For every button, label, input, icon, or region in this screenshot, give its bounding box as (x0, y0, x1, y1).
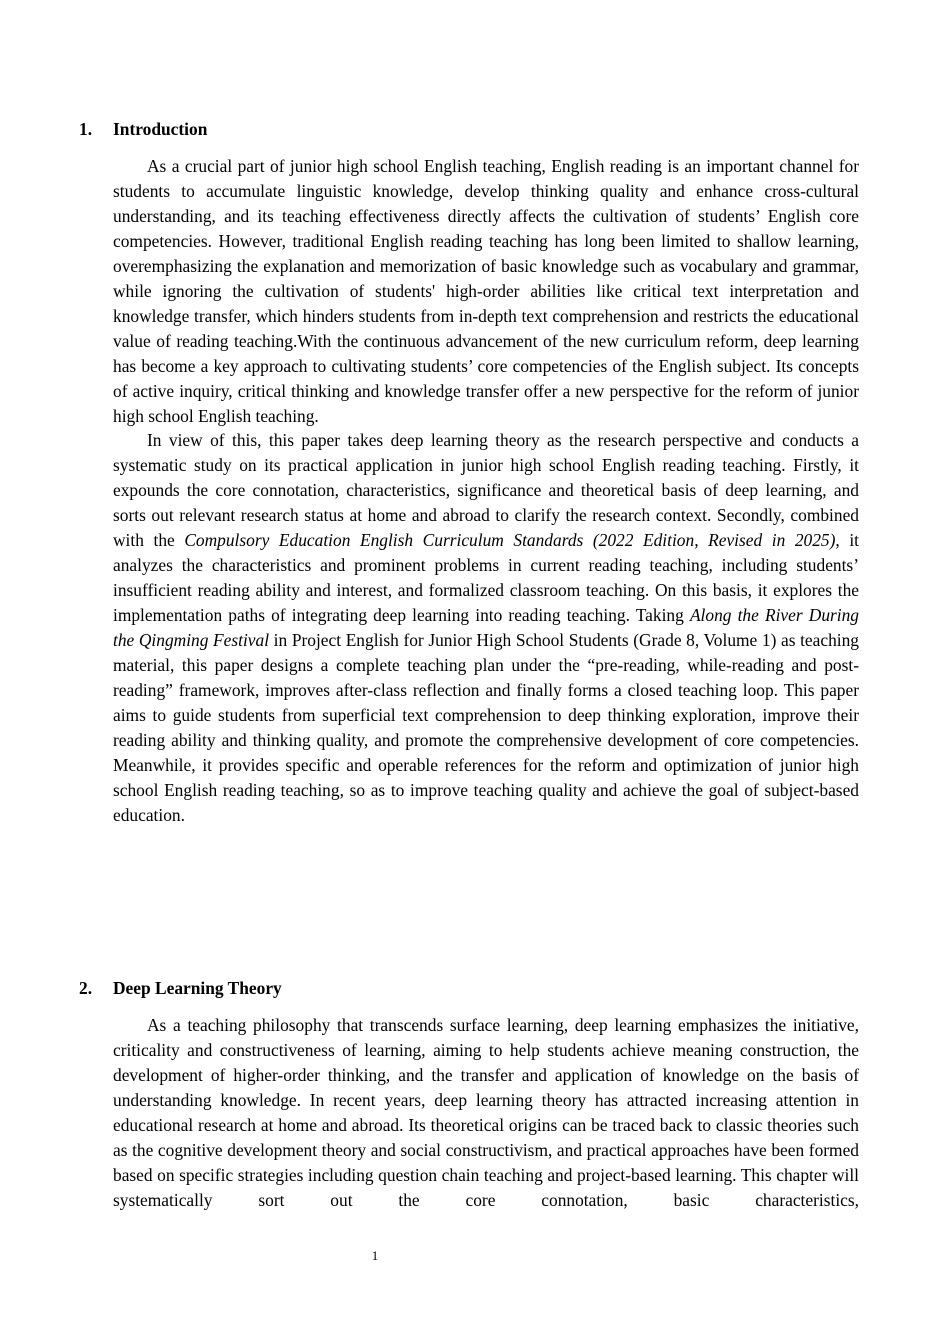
text-run: , it analyzes the characteristics and prominent problems in current reading teaching, including students’ insufficient reading ability and interest, and formalized classroom teaching. On this basis, it explores the implementation paths of integrating deep learning into reading teaching. Taking (113, 530, 860, 626)
text-run: As a crucial part of junior high school English teaching, English reading is an important channel for students to accumulate linguistic knowledge, develop thinking quality and enhance cross-cultural understanding, and its teaching effectiveness directly affects the cultivation of students’ English core competencies. However, traditional English reading teaching has long been limited to shallow learning, overemphasizing the explanation and memorization of basic knowledge such as vocabulary and grammar, while ignoring the cultivation of students' high-order abilities like critical text interpretation and knowledge transfer, which hinders students from in-depth text comprehension and restricts the educational value of reading teaching.With the continuous advancement of the new curriculum reform, deep learning has become a key approach to cultivating students’ core competencies of the English subject. Its concepts of active inquiry, critical thinking and knowledge transfer offer a new perspective for the reform of junior high school English teaching. (113, 156, 859, 426)
section-body-introduction (113, 154, 859, 828)
text-run: In view of this, this paper takes deep learning theory as the research perspective and conducts a systematic study on its practical application in junior high school English reading teaching. Firstly, it expounds the core connotation, characteristics, significance and theoretical basis of deep learning, and sorts out relevant research status at home and abroad to clarify the research context. Secondly, combined with the (113, 430, 859, 551)
page-number: 1 (371, 1248, 379, 1263)
paragraph (113, 428, 859, 827)
section-title: Introduction (113, 119, 208, 139)
section-body-deep-learning-theory (113, 1013, 859, 1213)
paragraph (113, 154, 859, 428)
section-heading-deep-learning-theory (79, 976, 859, 1001)
italic-title-curriculum-standards: Compulsory Education English Curriculum Standards (2022 Edition, Revised in 2025) (184, 530, 836, 551)
section-heading-introduction (79, 117, 859, 142)
section-number: 2. (79, 978, 93, 998)
italic-title-qingming-festival: Along the River During the Qingming Festival (113, 605, 860, 651)
section-title: Deep Learning Theory (113, 978, 282, 998)
text-run: As a teaching philosophy that transcends surface learning, deep learning emphasizes the initiative, criticality and constructiveness of learning, aiming to help students achieve meaning construction, the development of higher-order thinking, and the transfer and application of knowledge on the basis of understanding knowledge. In recent years, deep learning theory has attracted increasing attention in educational research at home and abroad. Its theoretical origins can be traced back to classic theories such as the cognitive development theory and social constructivism, and practical approaches have been formed based on specific strategies including question chain teaching and project-based learning. This chapter will systematically sort out the core connotation, basic characteristics, (113, 1015, 859, 1210)
section-number: 1. (79, 119, 93, 139)
text-run: in Project English for Junior High School Students (Grade 8, Volume 1) as teaching material, this paper designs a complete teaching plan under the “pre-reading, while-reading and post-reading” framework, improves after-class reflection and finally forms a closed teaching loop. This paper aims to guide students from superficial text comprehension to deep thinking exploration, improve their reading ability and thinking quality, and promote the comprehensive development of core competencies. Meanwhile, it provides specific and operable references for the reform and optimization of junior high school English reading teaching, so as to improve teaching quality and achieve the goal of subject-based education. (113, 630, 859, 825)
paragraph (113, 1013, 859, 1213)
